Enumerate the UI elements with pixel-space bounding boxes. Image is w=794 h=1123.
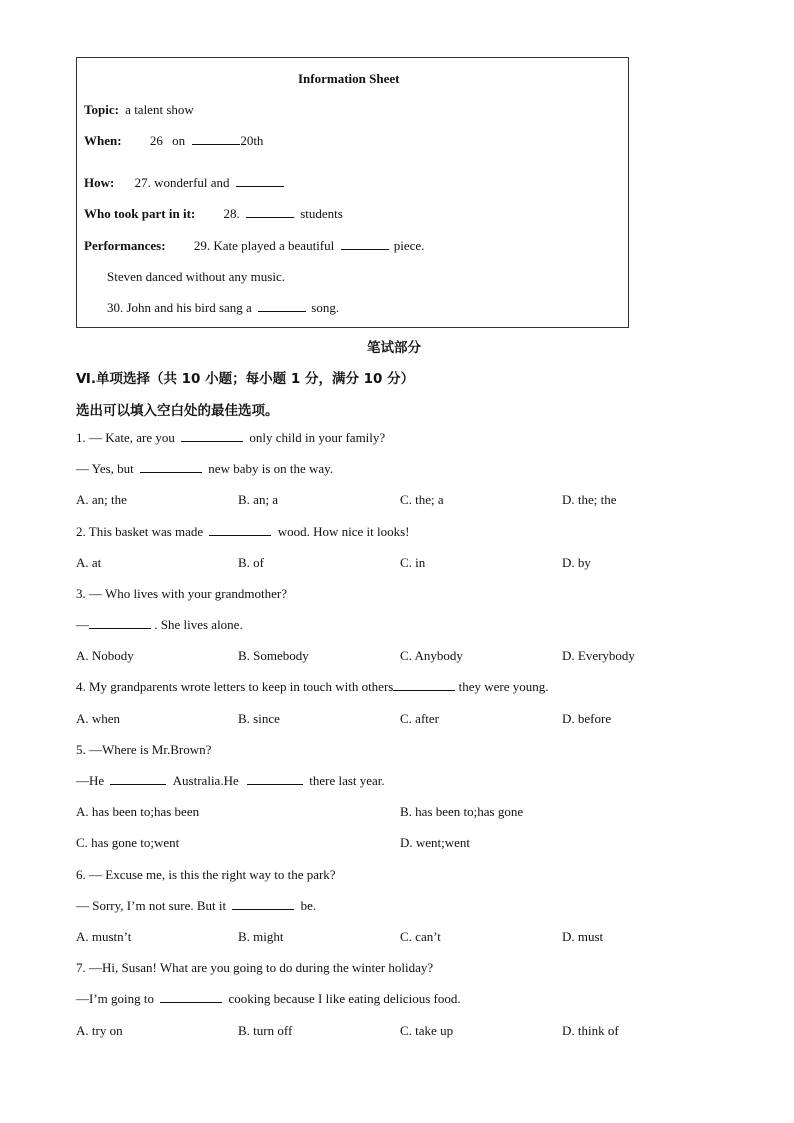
q7-reply-b: cooking because I like eating delicious food.: [228, 991, 461, 1006]
q2-option-d[interactable]: D. by: [562, 555, 591, 570]
who-suffix: students: [300, 206, 343, 221]
q3-reply-b: . She lives alone.: [154, 617, 243, 632]
information-sheet-box: [76, 57, 629, 328]
q3-option-c[interactable]: C. Anybody: [400, 648, 463, 663]
who-num: 28.: [223, 206, 240, 221]
perf-29-text: 29. Kate played a beautiful: [193, 238, 335, 253]
q4-option-c[interactable]: C. after: [400, 711, 439, 726]
q5-reply-b: Australia.He: [172, 773, 239, 788]
q1-reply-b: new baby is on the way.: [208, 461, 334, 476]
q3-option-d[interactable]: D. Everybody: [562, 648, 635, 663]
q1-line2: [76, 461, 333, 477]
q3-line1: 3. — Who lives with your grandmother?: [76, 586, 287, 601]
topic-value: a talent show: [125, 102, 194, 117]
q3-option-a[interactable]: A. Nobody: [76, 648, 134, 663]
q7-blank: [160, 991, 222, 1003]
q6-reply-b: be.: [300, 898, 317, 913]
q1-option-a[interactable]: A. an; the: [76, 492, 127, 507]
q5-option-d[interactable]: D. went;went: [400, 835, 471, 850]
steven-line: Steven danced without any music.: [107, 269, 285, 284]
q6-reply-a: — Sorry, I’m not sure. But it: [76, 898, 227, 913]
q5-line1: 5. —Where is Mr.Brown?: [76, 742, 212, 757]
q7-option-c[interactable]: C. take up: [400, 1023, 454, 1038]
q2-line1: [76, 524, 410, 540]
perf-30-blank: [258, 300, 306, 312]
when-on: on: [172, 133, 186, 148]
q4-option-a[interactable]: A. when: [76, 711, 121, 726]
q1-line1: [76, 430, 385, 446]
q4-stem-a: 4. My grandparents wrote letters to keep in touch with others: [76, 679, 394, 694]
q1-reply-a: — Yes, but: [76, 461, 134, 476]
q6-option-c[interactable]: C. can’t: [400, 929, 441, 944]
q6-option-b[interactable]: B. might: [238, 929, 284, 944]
q5-line2: [76, 773, 385, 789]
when-num: 26: [149, 133, 163, 148]
when-blank: [192, 133, 240, 145]
when-suffix: 20th: [240, 133, 264, 148]
how-row: [84, 175, 284, 191]
when-label: When:: [84, 133, 122, 148]
performances-label: Performances:: [84, 238, 166, 253]
how-blank: [236, 175, 284, 187]
q4-line1: [76, 679, 548, 695]
when-row: [84, 133, 263, 149]
info-sheet-title: Information Sheet: [298, 71, 400, 86]
q2-stem-a: 2. This basket was made: [76, 524, 204, 539]
q7-option-a[interactable]: A. try on: [76, 1023, 123, 1038]
q3-reply-a: —: [76, 617, 89, 632]
q7-line2: [76, 991, 461, 1007]
q4-option-b[interactable]: B. since: [238, 711, 280, 726]
q5-option-c[interactable]: C. has gone to;went: [76, 835, 180, 850]
q5-option-b[interactable]: B. has been to;has gone: [400, 804, 524, 819]
topic-label: Topic:: [84, 102, 119, 117]
perf-30-text: 30. John and his bird sang a: [107, 300, 252, 315]
q3-blank: [89, 617, 151, 629]
q1-blank-1: [181, 430, 243, 442]
q2-blank: [209, 524, 271, 536]
who-blank: [246, 206, 294, 218]
perf-30-suffix: song.: [311, 300, 340, 315]
who-row: [84, 206, 343, 222]
q1-blank-2: [140, 461, 202, 473]
perf-29-blank: [341, 238, 389, 250]
q1-option-d[interactable]: D. the; the: [562, 492, 617, 507]
q3-option-b[interactable]: B. Somebody: [238, 648, 309, 663]
q5-reply-a: —He: [76, 773, 105, 788]
q5-blank-1: [110, 773, 166, 785]
q7-line1: 7. —Hi, Susan! What are you going to do during the winter holiday?: [76, 960, 434, 975]
q1-option-b[interactable]: B. an; a: [238, 492, 279, 507]
perf-29-suffix: piece.: [393, 238, 425, 253]
written-part-heading: 笔试部分: [367, 340, 421, 356]
q2-option-c[interactable]: C. in: [400, 555, 426, 570]
q3-line2: [76, 617, 243, 633]
section-instruction: 选出可以填入空白处的最佳选项。: [76, 403, 279, 419]
q6-option-d[interactable]: D. must: [562, 929, 604, 944]
q2-option-a[interactable]: A. at: [76, 555, 102, 570]
q7-option-d[interactable]: D. think of: [562, 1023, 619, 1038]
q6-line2: [76, 898, 316, 914]
who-label: Who took part in it:: [84, 206, 196, 221]
q1-option-c[interactable]: C. the; a: [400, 492, 444, 507]
q7-reply-a: —I’m going to: [76, 991, 154, 1006]
perf-30-row: [107, 300, 339, 316]
topic-row: [84, 102, 194, 118]
section-heading: Ⅵ.单项选择（共 10 小题；每小题 1 分，满分 10 分）: [76, 371, 415, 387]
how-label: How:: [84, 175, 115, 190]
q6-line1: 6. — Excuse me, is this the right way to the park?: [76, 867, 336, 882]
q2-stem-b: wood. How nice it looks!: [277, 524, 410, 539]
performances-row: [84, 238, 424, 254]
q1-stem-b: only child in your family?: [249, 430, 386, 445]
q6-option-a[interactable]: A. mustn’t: [76, 929, 132, 944]
q5-reply-c: there last year.: [309, 773, 385, 788]
q4-stem-b: they were young.: [458, 679, 549, 694]
q1-stem-a: 1. — Kate, are you: [76, 430, 175, 445]
q5-option-a[interactable]: A. has been to;has been: [76, 804, 200, 819]
q6-blank: [232, 898, 294, 910]
q4-option-d[interactable]: D. before: [562, 711, 612, 726]
q5-blank-2: [247, 773, 303, 785]
q4-blank: [393, 679, 455, 691]
q2-option-b[interactable]: B. of: [238, 555, 264, 570]
how-text: 27. wonderful and: [134, 175, 230, 190]
q7-option-b[interactable]: B. turn off: [238, 1023, 293, 1038]
